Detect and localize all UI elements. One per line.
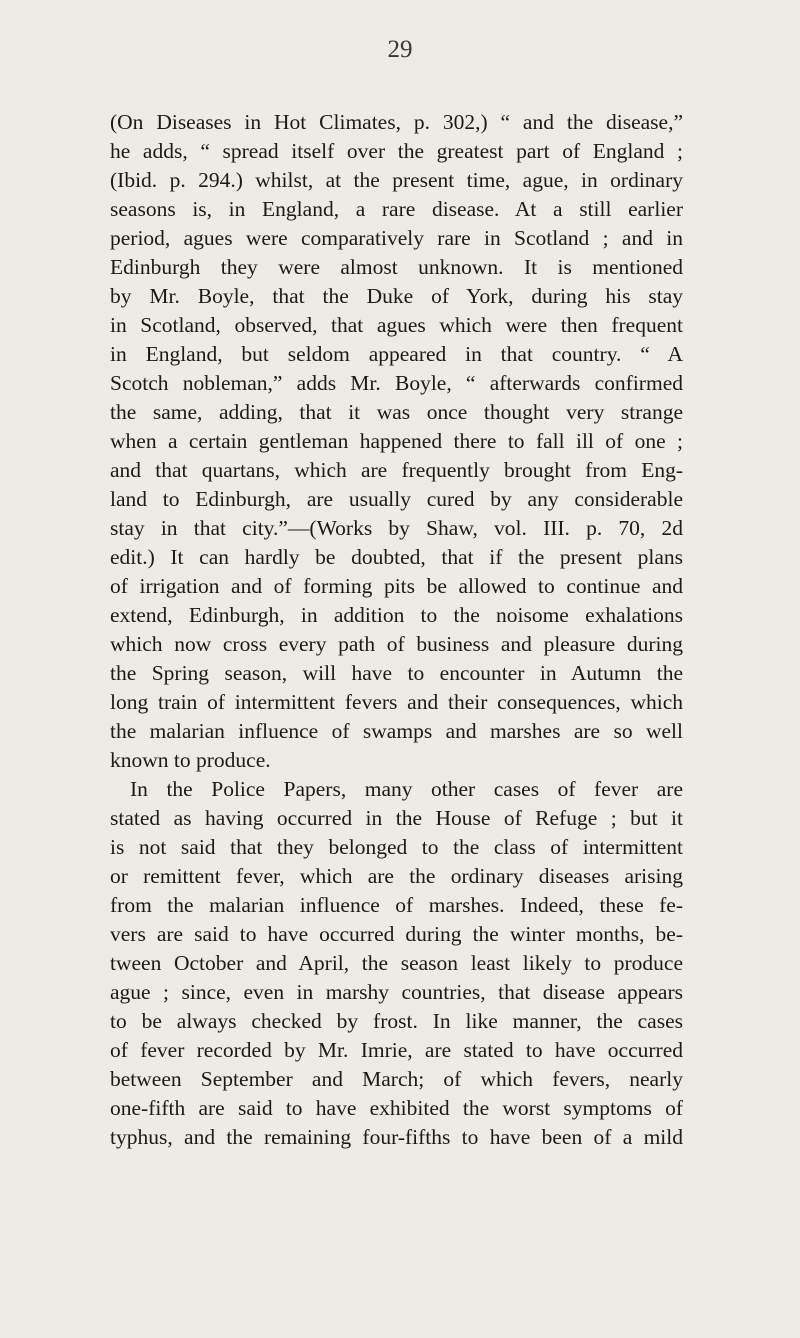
text-line: in England, but seldom appeared in that country. “ A bbox=[110, 342, 683, 366]
text-line: when a certain gentleman happened there to fall ill of one ; bbox=[110, 429, 683, 453]
text-line: edit.) It can hardly be doubted, that if the present plans bbox=[110, 545, 683, 569]
text-line: by Mr. Boyle, that the Duke of York, during his stay bbox=[110, 284, 683, 308]
text-line: (On Diseases in Hot Climates, p. 302,) “ and the disease,” bbox=[110, 110, 683, 134]
text-line: typhus, and the remaining four-fifths to have been of a mild bbox=[110, 1125, 683, 1149]
text-line: is not said that they belonged to the class of intermittent bbox=[110, 835, 683, 859]
text-line: extend, Edinburgh, in addition to the noisome exhalations bbox=[110, 603, 683, 627]
text-line: he adds, “ spread itself over the greatest part of England ; bbox=[110, 139, 683, 163]
text-line: between September and March; of which fevers, nearly bbox=[110, 1067, 683, 1091]
text-line: from the malarian influence of marshes. Indeed, these fe- bbox=[110, 893, 683, 917]
text-line: In the Police Papers, many other cases of fever are bbox=[130, 777, 683, 801]
text-line: the Spring season, will have to encounter in Autumn the bbox=[110, 661, 683, 685]
text-line: Edinburgh they were almost unknown. It is mentioned bbox=[110, 255, 683, 279]
body-text bbox=[110, 108, 683, 1152]
text-line: or remittent fever, which are the ordinary diseases arising bbox=[110, 864, 683, 888]
text-line: land to Edinburgh, are usually cured by any considerable bbox=[110, 487, 683, 511]
text-line: seasons is, in England, a rare disease. At a still earlier bbox=[110, 197, 683, 221]
text-line: to be always checked by frost. In like manner, the cases bbox=[110, 1009, 683, 1033]
text-line: period, agues were comparatively rare in Scotland ; and in bbox=[110, 226, 683, 250]
text-line: Scotch nobleman,” adds Mr. Boyle, “ afterwards confirmed bbox=[110, 371, 683, 395]
text-line: in Scotland, observed, that agues which were then frequent bbox=[110, 313, 683, 337]
text-line: the malarian influence of swamps and marshes are so well bbox=[110, 719, 683, 743]
text-line: long train of intermittent fevers and their consequences, which bbox=[110, 690, 683, 714]
text-line: and that quartans, which are frequently brought from Eng- bbox=[110, 458, 683, 482]
text-line: of fever recorded by Mr. Imrie, are stated to have occurred bbox=[110, 1038, 683, 1062]
text-line: vers are said to have occurred during the winter months, be- bbox=[110, 922, 683, 946]
text-line: ague ; since, even in marshy countries, that disease appears bbox=[110, 980, 683, 1004]
text-line: tween October and April, the season least likely to produce bbox=[110, 951, 683, 975]
text-line: which now cross every path of business and pleasure during bbox=[110, 632, 683, 656]
page-number: 29 bbox=[387, 36, 413, 63]
text-line: the same, adding, that it was once thought very strange bbox=[110, 400, 683, 424]
text-line: one-fifth are said to have exhibited the worst symptoms of bbox=[110, 1096, 683, 1120]
text-line: stay in that city.”—(Works by Shaw, vol. III. p. 70, 2d bbox=[110, 516, 683, 540]
text-line: (Ibid. p. 294.) whilst, at the present time, ague, in ordinary bbox=[110, 168, 683, 192]
text-line: of irrigation and of forming pits be allowed to continue and bbox=[110, 574, 683, 598]
text-line: stated as having occurred in the House of Refuge ; but it bbox=[110, 806, 683, 830]
text-line: known to produce. bbox=[110, 748, 271, 772]
